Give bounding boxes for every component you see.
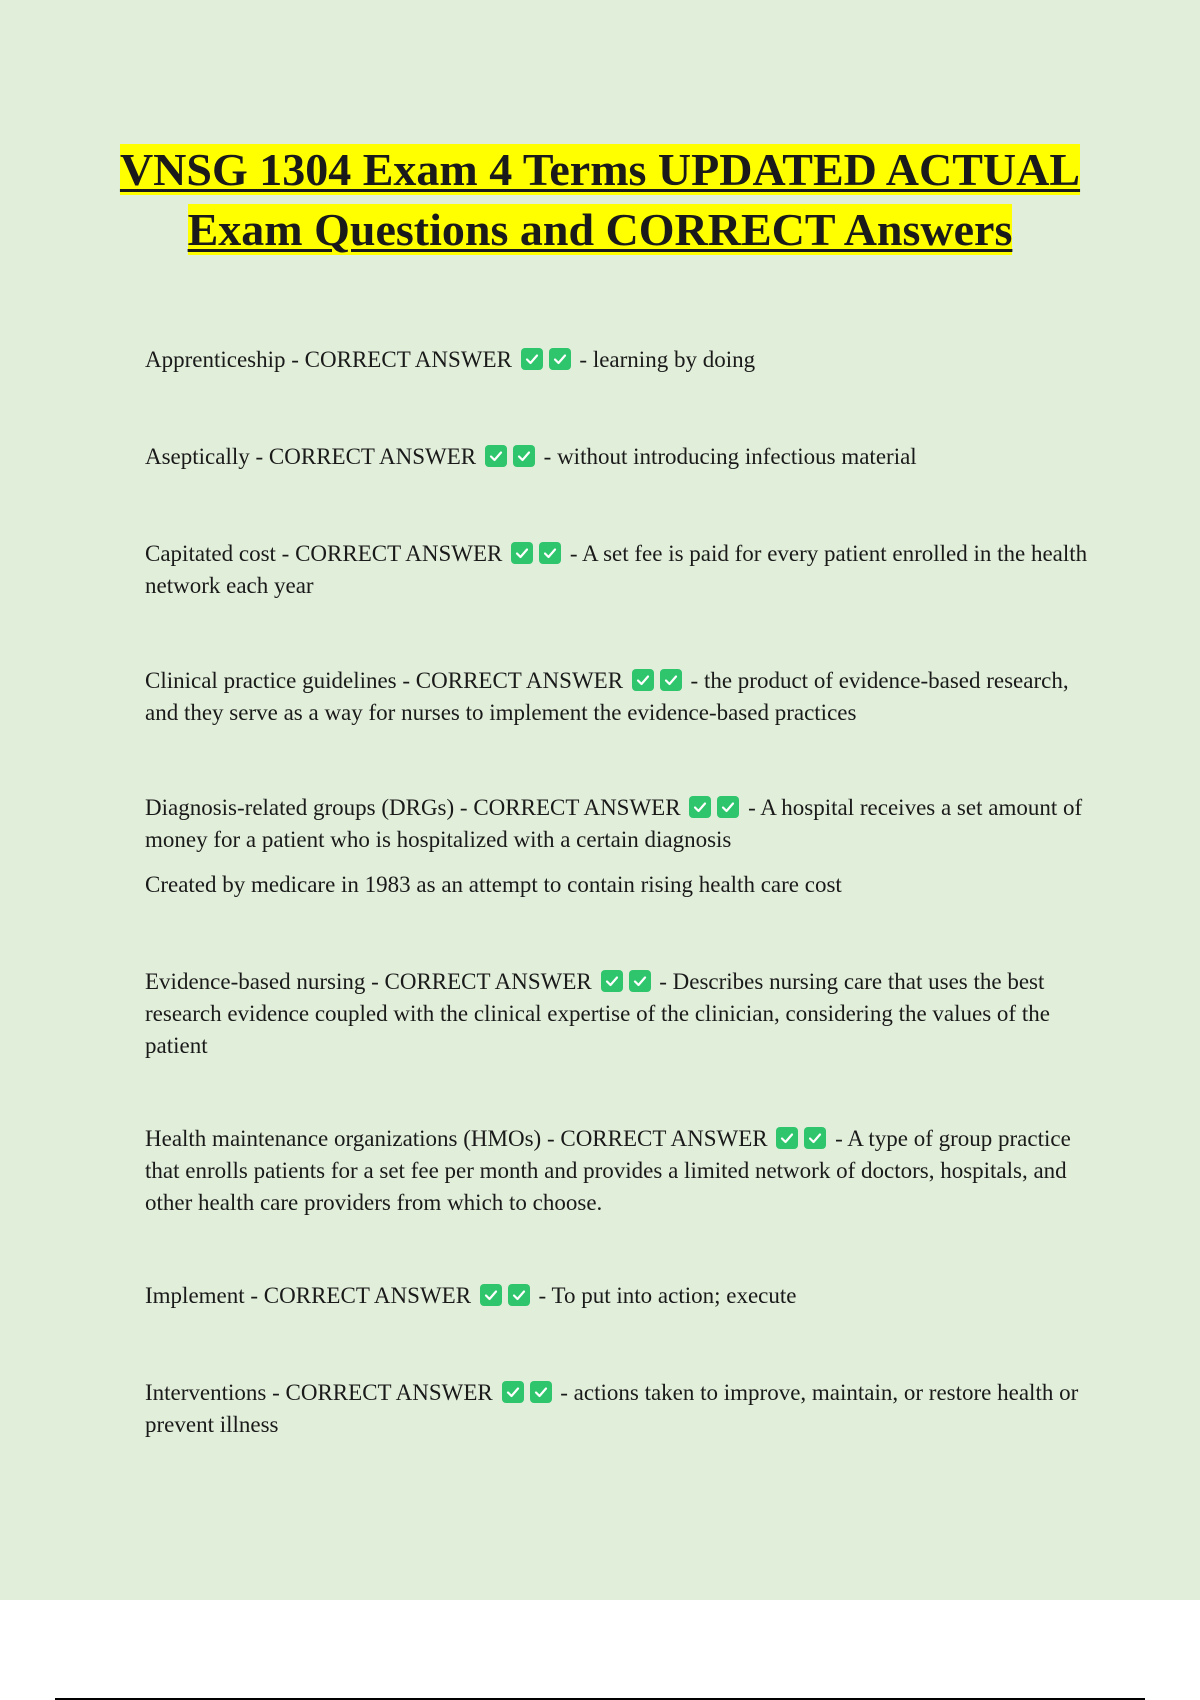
term-entry [145,792,1095,856]
check-box-icon [485,445,507,467]
term-label: Apprenticeship - CORRECT ANSWER [145,347,518,372]
check-box-icon [629,970,651,992]
term-label: Capitated cost - CORRECT ANSWER [145,541,509,566]
term-label: Interventions - CORRECT ANSWER [145,1380,499,1405]
term-entry [145,538,1095,602]
check-box-icon [660,669,682,691]
check-box-icon [632,669,654,691]
term-label: Clinical practice guidelines - CORRECT ANSWER [145,668,629,693]
check-box-icon [513,445,535,467]
term-definition: - A type of group practice that enrolls patients for a set fee per month and provides a limited network of doctors, hospitals, and other health care providers from which to choose. [145,1126,1071,1215]
term-label: Diagnosis-related groups (DRGs) - CORRECT ANSWER [145,795,687,820]
term-entry [145,344,1095,376]
term-entry [145,665,1095,729]
term-label: Health maintenance organizations (HMOs) - CORRECT ANSWER [145,1126,774,1151]
check-box-icon [511,542,533,564]
term-entry [145,1123,1095,1219]
term-definition: - Describes nursing care that uses the best research evidence coupled with the clinical expertise of the clinician, considering the values of the patient [145,969,1050,1058]
term-definition: - the product of evidence-based research, and they serve as a way for nurses to implement the evidence-based practices [145,668,1069,725]
term-label: Aseptically - CORRECT ANSWER [145,444,482,469]
term-definition: - A hospital receives a set amount of money for a patient who is hospitalized with a certain diagnosis [145,795,1083,852]
check-box-icon [502,1381,524,1403]
term-note: Created by medicare in 1983 as an attempt to contain rising health care cost [145,872,842,897]
term-entry [145,441,1095,473]
check-box-icon [521,348,543,370]
term-entry [145,966,1095,1062]
check-box-icon [717,796,739,818]
term-entry [145,1280,1095,1312]
check-box-icon [549,348,571,370]
term-entry [145,1377,1095,1441]
document-title: VNSG 1304 Exam 4 Terms UPDATED ACTUAL Exam Questions and CORRECT Answers [119,144,1081,255]
check-box-icon [776,1127,798,1149]
check-box-icon [530,1381,552,1403]
term-definition: - without introducing infectious material [537,444,917,469]
term-definition: - A set fee is paid for every patient enrolled in the health network each year [145,541,1088,598]
term-label: Implement - CORRECT ANSWER [145,1283,477,1308]
check-box-icon [508,1284,530,1306]
term-definition: - actions taken to improve, maintain, or restore health or prevent illness [145,1380,1079,1437]
check-box-icon [539,542,561,564]
check-box-icon [480,1284,502,1306]
term-definition: - learning by doing [573,347,756,372]
check-box-icon [689,796,711,818]
check-box-icon [601,970,623,992]
term-definition: - To put into action; execute [532,1283,797,1308]
check-box-icon [804,1127,826,1149]
term-label: Evidence-based nursing - CORRECT ANSWER [145,969,598,994]
